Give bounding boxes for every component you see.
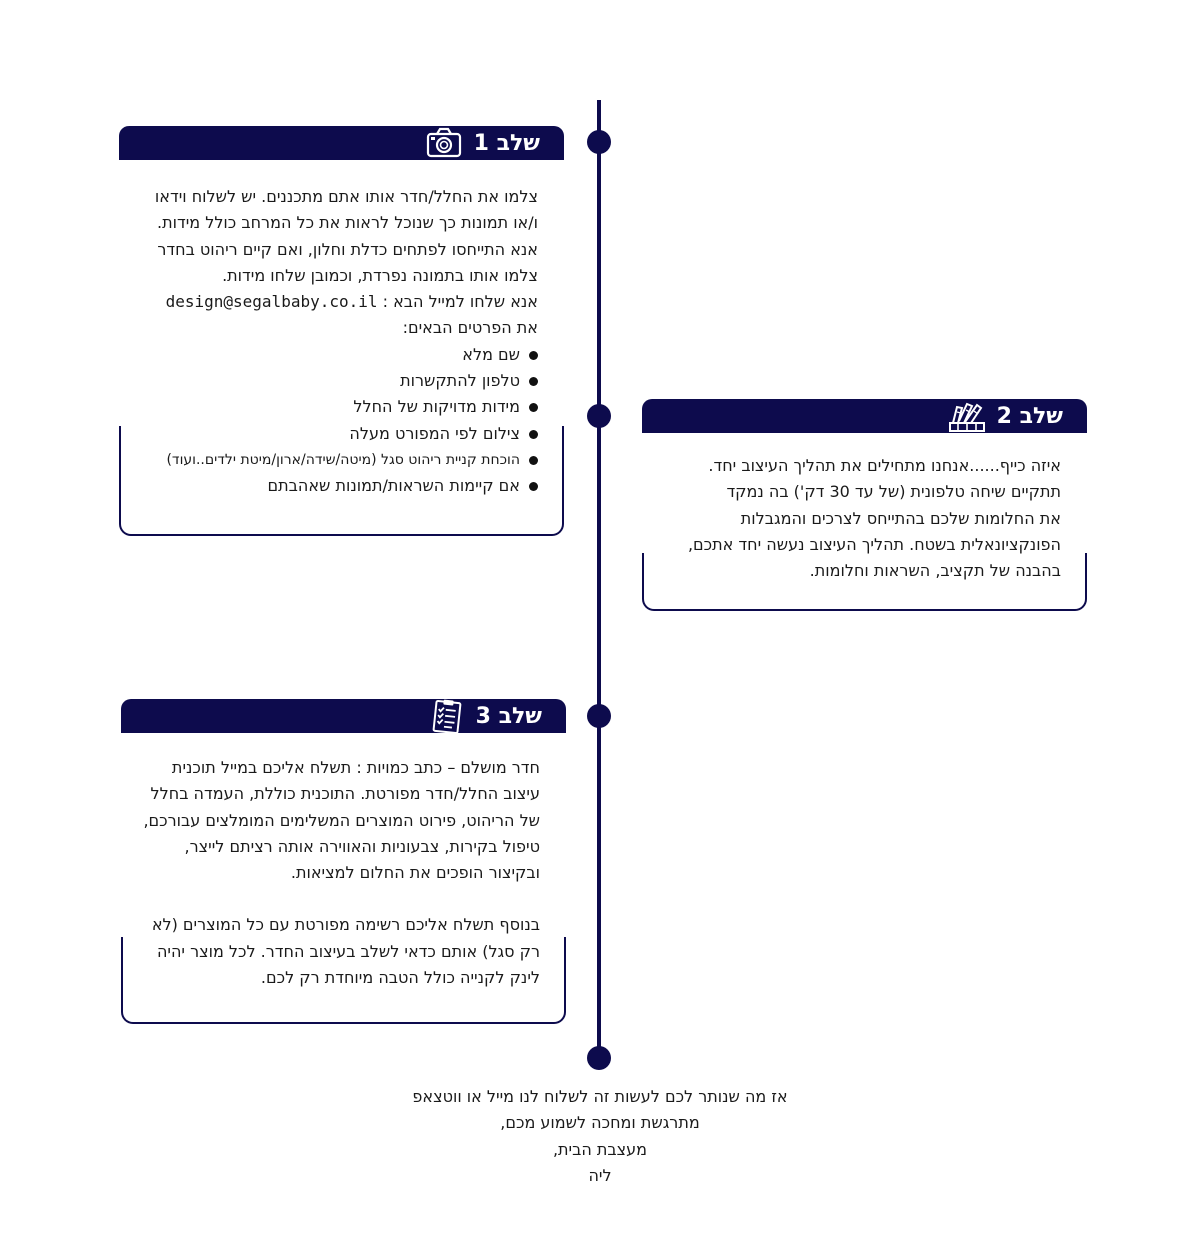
details-intro: את הפרטים הבאים: [402, 318, 538, 338]
list-item [128, 394, 538, 420]
step-2-line: בהבנה של תקציב, השראות וחלומות. [809, 561, 1061, 581]
timeline-dot-end [587, 1046, 611, 1070]
step-2-body [651, 453, 1061, 584]
details-list [128, 342, 538, 500]
bullet-icon [529, 430, 538, 439]
step-3-card [121, 699, 566, 1024]
bullet-icon [529, 403, 538, 412]
closing-line: מתרגשת ומחכה לשמוע מכם, [500, 1113, 700, 1133]
step-3-line: רק סגל) אותם כדאי לשלב בעיצוב החדר. לכל מוצר יהיה [156, 941, 540, 961]
step-3-line: בנוסף תשלח אליכם רשימה מפורטת עם כל המוצרים (לא [151, 915, 540, 935]
closing-line: אז מה שנותר לכם לעשות זה לשלוח לנו מייל או ווטצאפ [412, 1087, 788, 1106]
step-3-header [121, 699, 566, 733]
step-1-line: ו/או תמונות כך שנוכל לראות את כל המרחב כולל מידות. [157, 213, 538, 233]
list-item-text: שם מלא [462, 344, 520, 364]
list-item-text: מידות מדויקות של החלל [353, 397, 520, 417]
list-item [128, 421, 538, 447]
step-3-line: ובקיצור הופכים את החלום למציאות. [290, 863, 540, 883]
step-2-line: הפונקציונאלית בשטח. תהליך העיצוב נעשה יחד אתכם, [687, 534, 1061, 554]
step-2-title: שלב 2 [996, 403, 1063, 429]
list-item-text: טלפון להתקשרות [400, 371, 520, 391]
step-1-header [119, 126, 564, 160]
timeline-dot-step-2 [587, 404, 611, 428]
bullet-icon [529, 351, 538, 360]
step-1-email-line [128, 289, 538, 315]
step-3-line: של הריהוט, פירוט המוצרים המשלימים המומלצים עבורכם, [143, 810, 540, 830]
step-1-line: צלמו אותו בתמונה נפרדת, וכמובן שלחו מידות. [222, 265, 538, 285]
closing-line: מעצבת הבית, [552, 1139, 648, 1159]
step-3-line: לינק לקנייה כולל הטבה מיוחדת רק לכם. [260, 968, 540, 988]
step-2-header [642, 399, 1087, 433]
color-swatch-icon [947, 399, 987, 433]
bullet-icon [529, 482, 538, 491]
timeline-dot-step-3 [587, 704, 611, 728]
step-2-line: איזה כייף......אנחנו מתחילים את תהליך העיצוב יחד. [708, 456, 1061, 475]
step-3-line: עיצוב החלל/חדר מפורטת. התוכנית כוללת, העמדה בחלל [150, 784, 540, 804]
closing-note [0, 1084, 1200, 1189]
camera-icon [424, 126, 464, 160]
step-3-line: חדר מושלם – כתב כמויות : תשלח אליכם במייל תוכנית [171, 758, 540, 777]
step-2-card [642, 399, 1087, 611]
email-prefix: אנא שלחו למייל הבא : [382, 292, 538, 312]
step-3-title: שלב 3 [475, 703, 542, 729]
list-item-text: הוכחת קניית ריהוט סגל (מיטה/שידה/ארון/מיטת ילדים..ועוד) [166, 451, 520, 468]
step-1-card [119, 126, 564, 536]
step-1-body [128, 184, 538, 500]
list-item [128, 473, 538, 499]
timeline-line [597, 100, 601, 1058]
signature: ליה [588, 1165, 612, 1185]
list-item-text: צילום לפי המפורט מעלה [349, 423, 520, 443]
step-1-line: צלמו את החלל/חדר אותו אתם מתכננים. יש לשלוח וידאו [154, 187, 538, 206]
timeline-dot-step-1 [587, 130, 611, 154]
step-2-line: את החלומות שלכם בהתייחס לצרכים והמגבלות [740, 508, 1061, 528]
bullet-icon [529, 456, 538, 465]
bullet-icon [529, 377, 538, 386]
step-3-body [130, 755, 540, 991]
step-2-line: תתקיים שיחה טלפונית (של עד 30 דק') בה נמקד [726, 482, 1061, 502]
list-item [128, 447, 538, 473]
paragraph-spacer [130, 886, 540, 912]
step-1-line: אנא התייחסו לפתחים כדלת וחלון, ואם קיים ריהוט בחדר [157, 239, 538, 259]
checklist-icon [426, 699, 466, 733]
step-1-title: שלב 1 [473, 130, 540, 156]
step-3-line: טיפול בקירות, צבעוניות והאווירה אותה רציתם לייצר, [184, 836, 540, 856]
list-item [128, 368, 538, 394]
list-item [128, 342, 538, 368]
list-item-text: אם קיימות השראות/תמונות שאהבתם [267, 476, 520, 496]
email-link[interactable]: design@segalbaby.co.il [165, 292, 378, 312]
